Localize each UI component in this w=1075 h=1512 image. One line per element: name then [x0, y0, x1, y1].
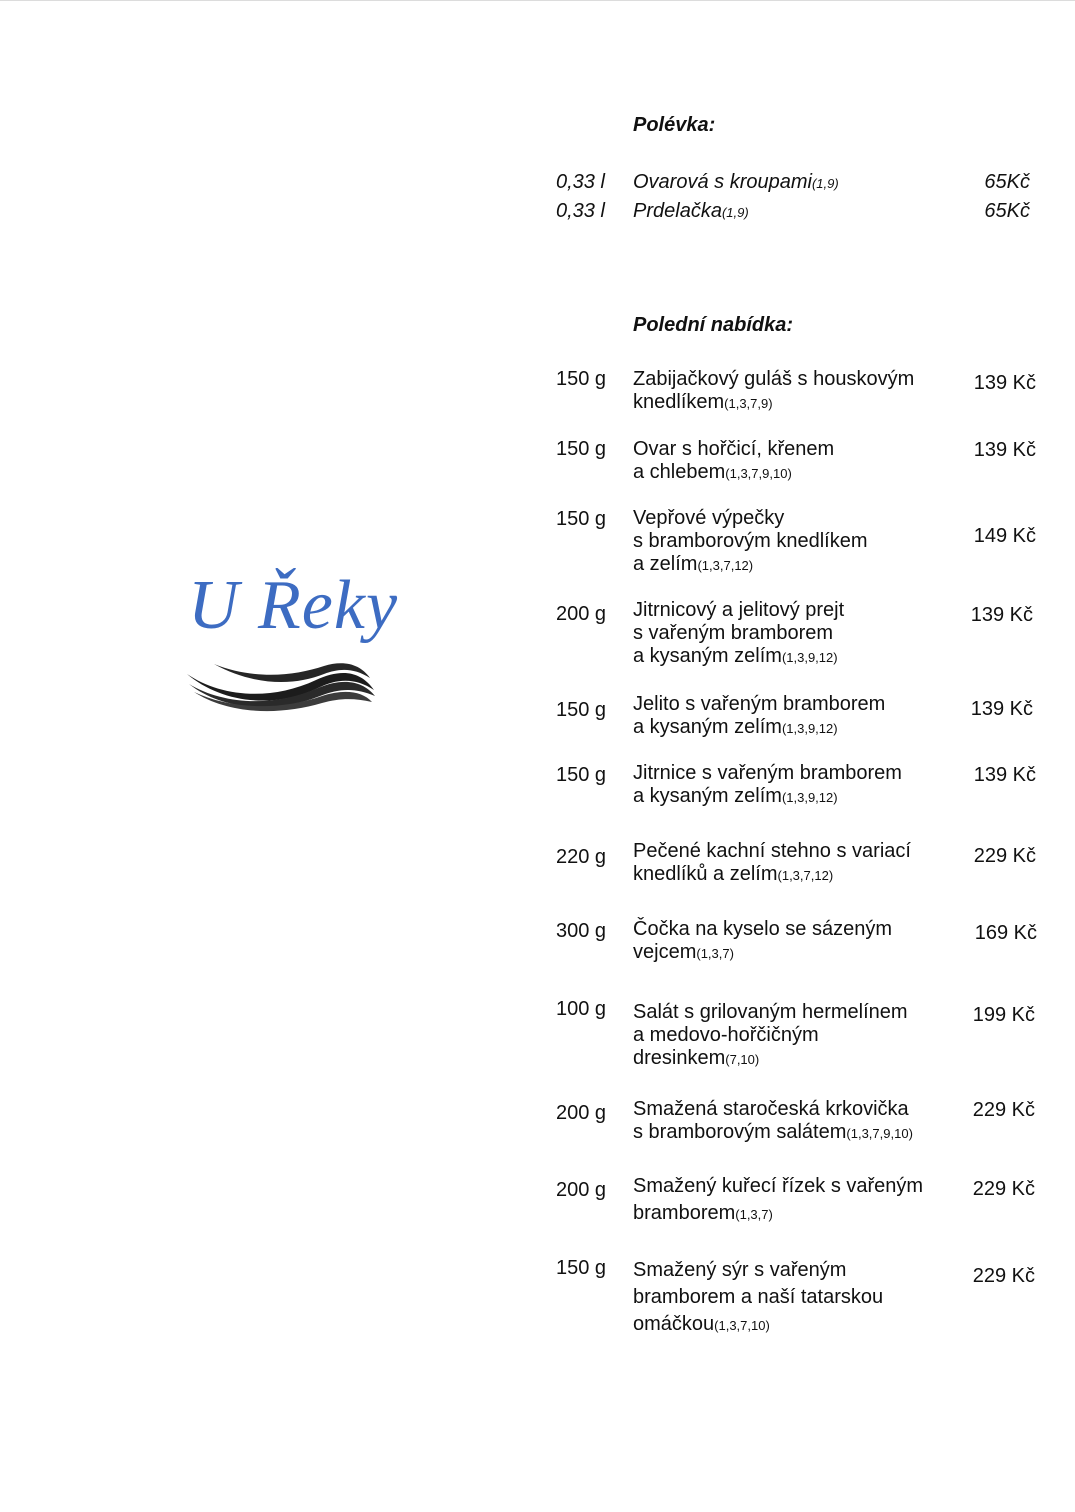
item-price: 139 Kč: [973, 764, 1036, 786]
allergen-codes: (1,3,9,12): [781, 721, 838, 736]
item-name-line: Smažená staročeská krkovička: [633, 1098, 909, 1120]
item-name: [633, 840, 911, 887]
item-name-line: a kysaným zelím: [633, 785, 782, 807]
item-name-line: a kysaným zelím: [633, 645, 782, 667]
item-name: [633, 1173, 923, 1228]
item-quantity: 150 g: [556, 438, 607, 460]
allergen-codes: (1,3,7,9,10): [725, 466, 792, 481]
item-name-line: a zelím: [633, 553, 698, 575]
item-name-line: vejcem: [633, 941, 697, 963]
top-divider: [0, 0, 1075, 1]
item-quantity: 150 g: [556, 508, 607, 530]
item-quantity: 150 g: [556, 699, 607, 721]
item-price: 139 Kč: [970, 698, 1033, 720]
item-name-line: Prdelačka: [633, 200, 722, 222]
item-price: 65Kč: [984, 200, 1030, 222]
item-price: 139 Kč: [973, 372, 1036, 394]
item-name-line: Jelito s vařeným bramborem: [633, 693, 886, 715]
item-name-line: knedlíků a zelím: [633, 863, 778, 885]
item-price: 149 Kč: [973, 525, 1036, 547]
item-name-line: s bramborovým knedlíkem: [633, 530, 868, 552]
item-name: [633, 200, 749, 224]
item-price: 229 Kč: [972, 1265, 1035, 1287]
item-quantity: 300 g: [556, 920, 607, 942]
item-quantity: 220 g: [556, 846, 607, 868]
allergen-codes: (1,9): [811, 176, 839, 191]
item-name-line: Vepřové výpečky: [633, 507, 785, 529]
item-name-line: Ovar s hořčicí, křenem: [633, 438, 835, 460]
item-quantity: 0,33 l: [556, 171, 605, 193]
item-name-line: Salát s grilovaným hermelínem: [633, 1001, 908, 1023]
item-quantity: 150 g: [556, 764, 607, 786]
item-name-line: bramborem: [633, 1202, 736, 1224]
item-name: [633, 368, 914, 415]
item-name: [633, 762, 902, 809]
item-name: [633, 171, 839, 195]
item-name: [633, 1001, 908, 1071]
item-price: 139 Kč: [973, 439, 1036, 461]
item-name-line: Jitrnice s vařeným bramborem: [633, 762, 902, 784]
item-quantity: 200 g: [556, 1179, 607, 1201]
allergen-codes: (1,3,9,12): [781, 790, 838, 805]
item-name-line: omáčkou: [633, 1313, 715, 1335]
allergen-codes: (1,3,7): [696, 946, 734, 961]
wave-logo-icon: [184, 658, 378, 712]
item-name: [633, 918, 892, 965]
allergen-codes: (1,3,7,12): [697, 558, 754, 573]
item-name-line: Čočka na kyselo se sázeným: [633, 918, 893, 940]
item-name: [633, 438, 834, 485]
item-name-line: Zabijačkový guláš s houskovým: [633, 368, 915, 390]
item-quantity: 150 g: [556, 1257, 607, 1279]
item-name-line: a kysaným zelím: [633, 716, 782, 738]
item-name-line: Smažený kuřecí řízek s vařeným: [633, 1175, 924, 1197]
allergen-codes: (7,10): [725, 1052, 760, 1067]
lunch-heading: Polední nabídka:: [633, 314, 794, 336]
item-name: [633, 1098, 913, 1145]
item-name: [633, 1257, 883, 1339]
soup-heading: Polévka:: [633, 114, 716, 136]
item-price: 139 Kč: [970, 604, 1033, 626]
item-price: 169 Kč: [974, 922, 1037, 944]
item-quantity: 100 g: [556, 998, 607, 1020]
item-price: 229 Kč: [972, 1099, 1035, 1121]
item-price: 229 Kč: [973, 845, 1036, 867]
item-quantity: 150 g: [556, 368, 607, 390]
item-quantity: 200 g: [556, 1102, 607, 1124]
allergen-codes: (1,3,7,9): [724, 396, 773, 411]
allergen-codes: (1,3,7): [735, 1207, 773, 1222]
item-name-line: Pečené kachní stehno s variací: [633, 840, 911, 862]
item-price: 65Kč: [984, 171, 1030, 193]
allergen-codes: (1,3,7,10): [714, 1318, 770, 1333]
item-name-line: Jitrnicový a jelitový prejt: [633, 599, 845, 621]
item-name-line: s bramborovým salátem: [633, 1121, 847, 1143]
item-quantity: 200 g: [556, 603, 607, 625]
item-name-line: knedlíkem: [633, 391, 725, 413]
item-price: 229 Kč: [972, 1178, 1035, 1200]
item-name-line: s vařeným bramborem: [633, 622, 834, 644]
item-quantity: 0,33 l: [556, 200, 605, 222]
item-price: 199 Kč: [972, 1004, 1035, 1026]
item-name-line: Smažený sýr s vařeným: [633, 1259, 847, 1281]
item-name-line: dresinkem: [633, 1047, 726, 1069]
item-name-line: Ovarová s kroupami: [633, 171, 812, 193]
allergen-codes: (1,3,9,12): [781, 650, 838, 665]
restaurant-logo-text: U Řeky: [188, 567, 399, 644]
allergen-codes: (1,3,7,12): [777, 868, 834, 883]
item-name: [633, 507, 868, 577]
allergen-codes: (1,3,7,9,10): [846, 1126, 913, 1141]
item-name-line: bramborem a naší tatarskou: [633, 1286, 884, 1308]
item-name: [633, 693, 885, 740]
item-name: [633, 599, 844, 669]
allergen-codes: (1,9): [721, 205, 749, 220]
item-name-line: a medovo-hořčičným: [633, 1024, 819, 1046]
item-name-line: a chlebem: [633, 461, 726, 483]
